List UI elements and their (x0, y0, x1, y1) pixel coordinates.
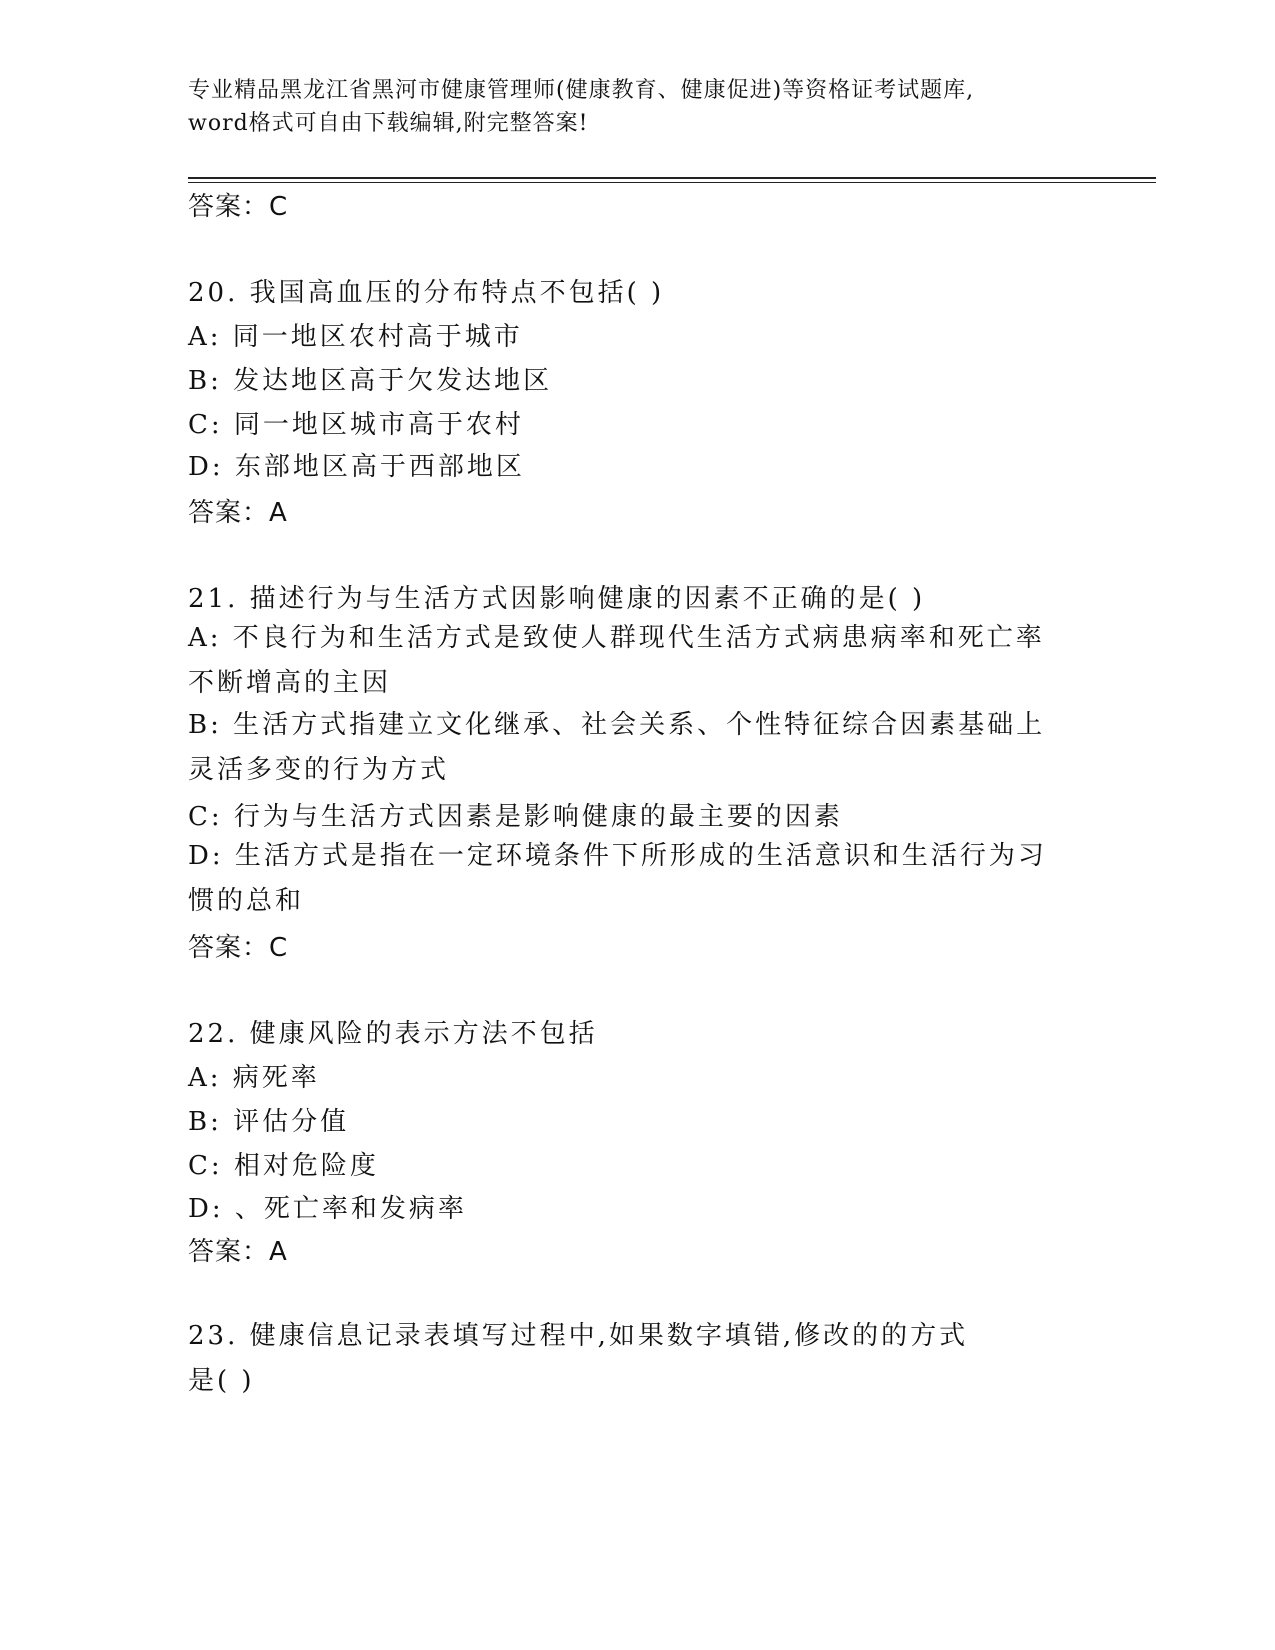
question-20-answer: 答案：A (188, 498, 288, 528)
question-23-stem: 23. 健康信息记录表填写过程中,如果数字填错,修改的的方式是( ) (188, 1321, 969, 1396)
question-22-answer: 答案：A (188, 1237, 288, 1267)
question-20-option-c: C: 同一地区城市高于农村 (188, 410, 524, 440)
question-22-option-b: B: 评估分值 (188, 1107, 350, 1137)
header-line-1: 专业精品黑龙江省黑河市健康管理师(健康教育、健康促进)等资格证考试题库, (188, 78, 975, 103)
header-divider-thin (188, 182, 1156, 183)
question-22-option-c: C: 相对危险度 (188, 1151, 379, 1181)
question-21-option-a: A: 不良行为和生活方式是致使人群现代生活方式病患病率和死亡率不断增高的主因 (188, 623, 1045, 698)
question-20-option-b: B: 发达地区高于欠发达地区 (188, 366, 553, 396)
header-line-2: word格式可自由下载编辑,附完整答案! (188, 111, 589, 136)
question-21-stem: 21. 描述行为与生活方式因影响健康的因素不正确的是( ) (188, 584, 926, 614)
question-21-option-c: C: 行为与生活方式因素是影响健康的最主要的因素 (188, 802, 843, 832)
question-21-answer: 答案：C (188, 933, 289, 963)
question-21-option-b: B: 生活方式指建立文化继承、社会关系、个性特征综合因素基础上灵活多变的行为方式 (188, 710, 1046, 785)
document-header (188, 74, 1088, 140)
question-22-stem: 22. 健康风险的表示方法不包括 (188, 1019, 598, 1049)
question-22-option-a: A: 病死率 (188, 1063, 320, 1093)
question-20-option-a: A: 同一地区农村高于城市 (188, 322, 523, 352)
question-21-option-d: D: 生活方式是指在一定环境条件下所形成的生活意识和生活行为习惯的总和 (188, 841, 1047, 916)
question-20-option-d: D: 东部地区高于西部地区 (188, 452, 525, 482)
header-divider-thick (188, 177, 1156, 179)
question-20-stem: 20. 我国高血压的分布特点不包括( ) (188, 278, 665, 308)
question-22-option-d: D: 、死亡率和发病率 (188, 1194, 467, 1224)
answer-previous: 答案：C (188, 192, 289, 222)
